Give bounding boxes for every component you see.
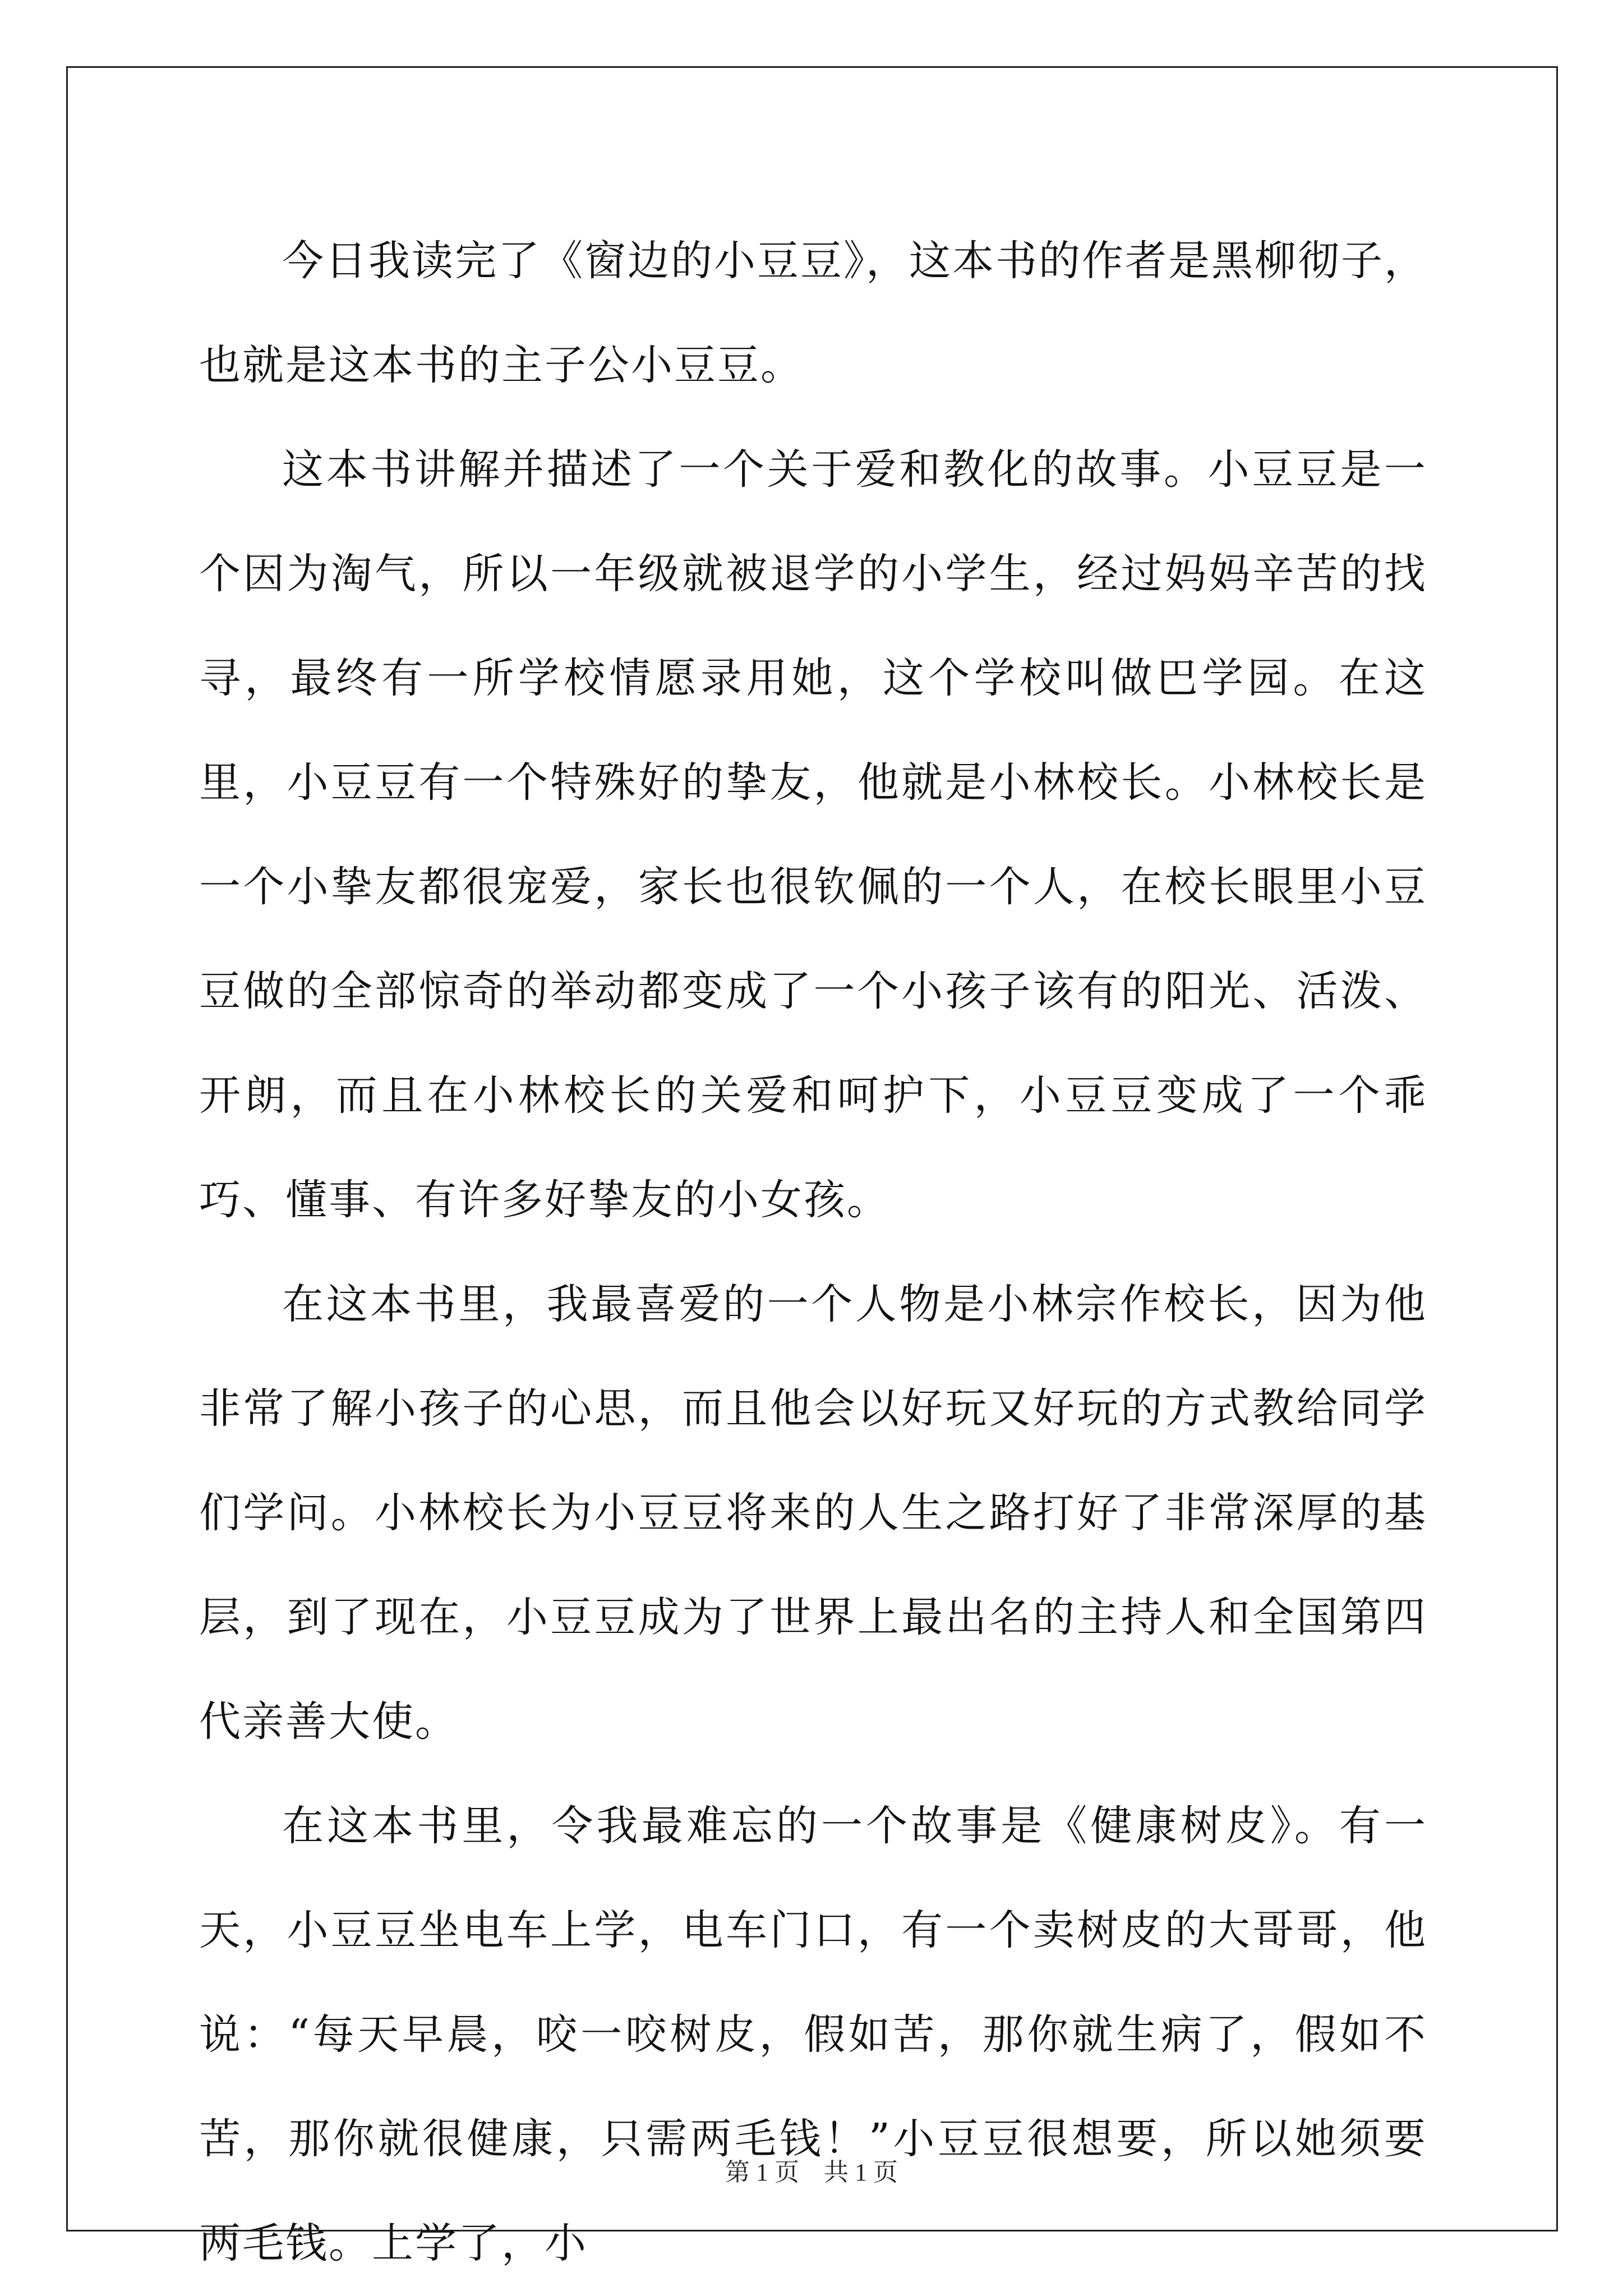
paragraph-3: 在这本书里，我最喜爱的一个人物是小林宗作校长，因为他非常了解小孩子的心思，而且他会以好玩又好玩的方式教给同学们学问。小林校长为小豆豆将来的人生之路打好了非常深厚的基层，到了现在，小豆豆成为了世界上最出名的主持人和全国第四代亲善大使。 xyxy=(199,1280,1427,1746)
paragraph-4: 在这本书里，令我最难忘的一个故事是《健康树皮》。有一天，小豆豆坐电车上学，电车门口，有一个卖树皮的大哥哥，他说：“每天早晨，咬一咬树皮，假如苦，那你就生病了，假如不苦，那你就很健康，只需两毛钱！”小豆豆很想要，所以她须要两毛钱。上学了，小 xyxy=(199,1802,1427,2267)
paragraph-2: 这本书讲解并描述了一个关于爱和教化的故事。小豆豆是一个因为淘气，所以一年级就被退学的小学生，经过妈妈辛苦的找寻，最终有一所学校情愿录用她，这个学校叫做巴学园。在这里，小豆豆有一个特殊好的挚友，他就是小林校长。小林校长是一个小挚友都很宠爱，家长也很钦佩的一个人，在校长眼里小豆豆做的全部惊奇的举动都变成了一个小孩子该有的阳光、活泼、开朗，而且在小林校长的关爱和呵护下，小豆豆变成了一个乖巧、懂事、有许多好挚友的小女孩。 xyxy=(199,445,1427,1224)
paragraph-1: 今日我读完了《窗边的小豆豆》，这本书的作者是黑柳彻子，也就是这本书的主子公小豆豆。 xyxy=(199,237,1427,389)
page-number-footer: 第 1 页 共 1 页 xyxy=(725,2159,898,2186)
document-body xyxy=(199,209,1427,2295)
